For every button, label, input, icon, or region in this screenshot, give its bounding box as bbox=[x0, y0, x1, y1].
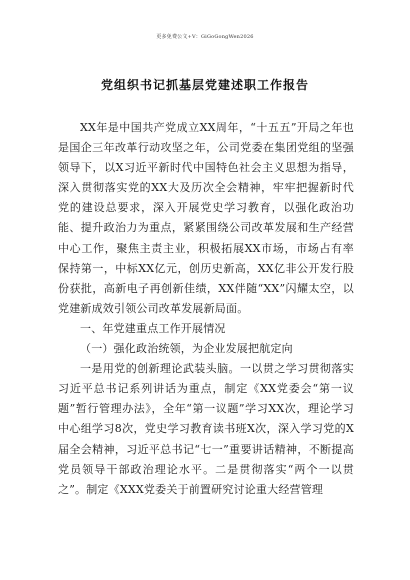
subsection-heading: （一）强化政治统领，为企业发展把航定向 bbox=[80, 342, 293, 356]
section-heading: 一、年党建重点工作开展情况 bbox=[80, 321, 226, 335]
intro-paragraph: XX年是中国共产党成立XX周年，“十五五”开局之年也是国企三年改革行动攻坚之年，公司党委在集团党组的坚强领导下，以X习近平新时代中国特色社会主义思想为指导，深入贯彻落实党的XX大及历次全会精神，牢牢把握新时代党的建设总要求，深入开展党史学习教育，以强化政治功能、提升政治力为重点，紧紧围绕公司改革发展和生产经营中心工作，聚焦主责主业，积极拓展XX市场，市场占有率保持第一，中标XX亿元，创历史新高，XX亿非公开发行股份获批，高新电子再创新佳绩，XX伴随“XX”闪耀太空，以党建新成效引领公司改革发展新局面。 bbox=[58, 121, 354, 315]
detail-paragraph: 一是用党的创新理论武装头脑。一以贯之学习贯彻落实习近平总书记系列讲话为重点，制定《XX党委会“第一议题”暂行管理办法》，全年“第一议题”学习XX次，理论学习中心组学习8次，党史学习教育读书班X次，深入学习党的X届全会精神，习近平总书记“七一”重要讲话精神，不断提高党员领导干部政治理论水平。二是贯彻落实“两个一以贯之”。制定《XXX党委关于前置研究讨论重大经营管理 bbox=[58, 362, 354, 496]
document-title: 党组织书记抓基层党建述职工作报告 bbox=[100, 78, 309, 92]
header-note: 更多免费公文+V：GiGoGongWen2026 bbox=[156, 34, 254, 40]
document-body bbox=[58, 118, 354, 500]
